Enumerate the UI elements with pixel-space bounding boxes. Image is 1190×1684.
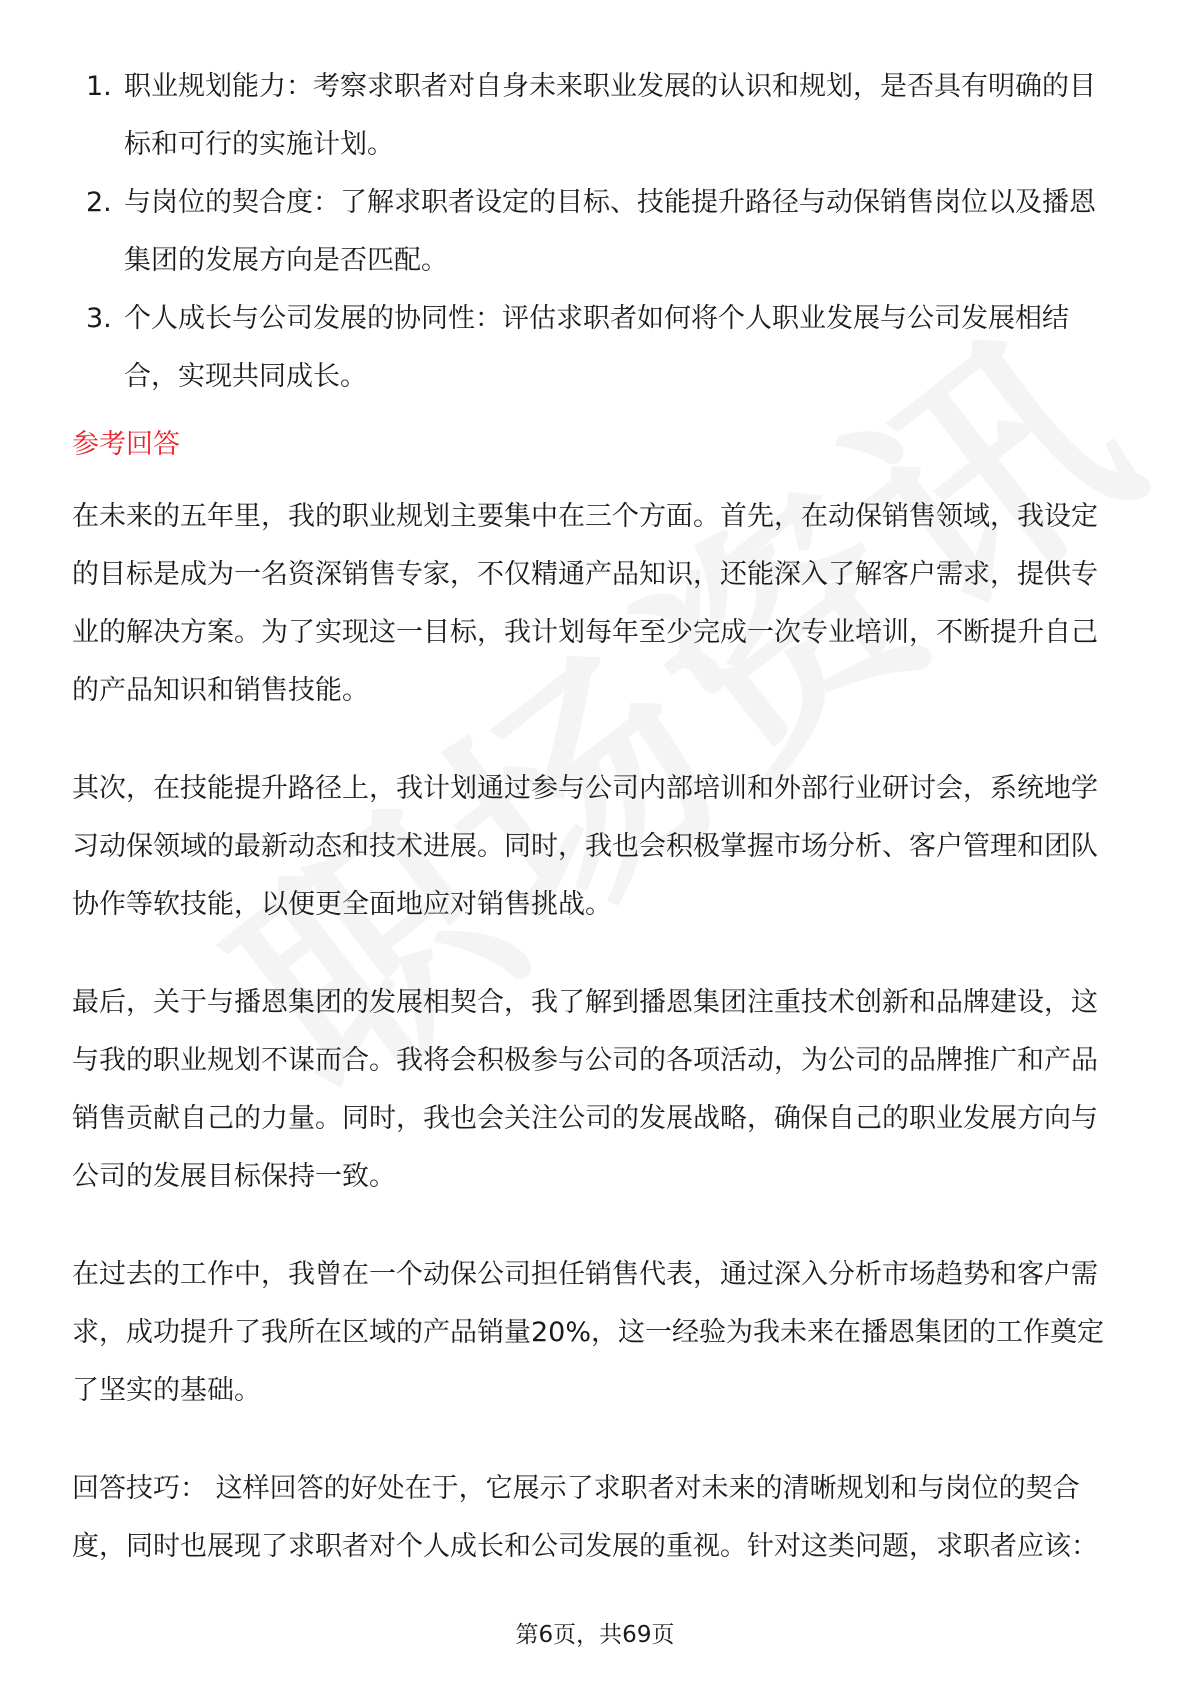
list-item-text: 个人成长与公司发展的协同性：评估求职者如何将个人职业发展与公司发展相结合，实现共同成长。: [124, 303, 1069, 392]
list-item-text: 职业规划能力：考察求职者对自身未来职业发展的认识和规划，是否具有明确的目标和可行的实施计划。: [124, 71, 1096, 160]
answer-paragraph: 其次，在技能提升路径上，我计划通过参与公司内部培训和外部行业研讨会，系统地学习动保领域的最新动态和技术进展。同时，我也会积极掌握市场分析、客户管理和团队协作等软技能，以便更全面地应对销售挑战。: [72, 773, 1098, 920]
list-item: [72, 290, 1117, 406]
list-item: [72, 174, 1117, 290]
evaluation-criteria-list: [72, 58, 1117, 406]
answer-tips-paragraph: 回答技巧： 这样回答的好处在于，它展示了求职者对未来的清晰规划和与岗位的契合度，同时也展现了求职者对个人成长和公司发展的重视。针对这类问题，求职者应该：: [72, 1473, 1098, 1562]
list-item-text: 与岗位的契合度：了解求职者设定的目标、技能提升路径与动保销售岗位以及播恩集团的发展方向是否匹配。: [124, 187, 1096, 276]
answer-paragraph: 最后，关于与播恩集团的发展相契合，我了解到播恩集团注重技术创新和品牌建设，这与我的职业规划不谋而合。我将会积极参与公司的各项活动，为公司的品牌推广和产品销售贡献自己的力量。同时，我也会关注公司的发展战略，确保自己的职业发展方向与公司的发展目标保持一致。: [72, 987, 1098, 1192]
page-number: 第6页，共69页: [515, 1622, 675, 1648]
page-content: [72, 58, 1117, 1576]
list-item: [72, 58, 1117, 174]
section-title: 参考回答: [72, 429, 180, 460]
list-item-number: 3.: [86, 303, 112, 334]
answer-paragraph: 在未来的五年里，我的职业规划主要集中在三个方面。首先，在动保销售领域，我设定的目标是成为一名资深销售专家，不仅精通产品知识，还能深入了解客户需求，提供专业的解决方案。为了实现这一目标，我计划每年至少完成一次专业培训，不断提升自己的产品知识和销售技能。: [72, 501, 1098, 706]
answer-paragraph: 在过去的工作中，我曾在一个动保公司担任销售代表，通过深入分析市场趋势和客户需求，成功提升了我所在区域的产品销量20%，这一经验为我未来在播恩集团的工作奠定了坚实的基础。: [72, 1259, 1105, 1406]
list-item-number: 1.: [86, 71, 112, 102]
list-item-number: 2.: [86, 187, 112, 218]
